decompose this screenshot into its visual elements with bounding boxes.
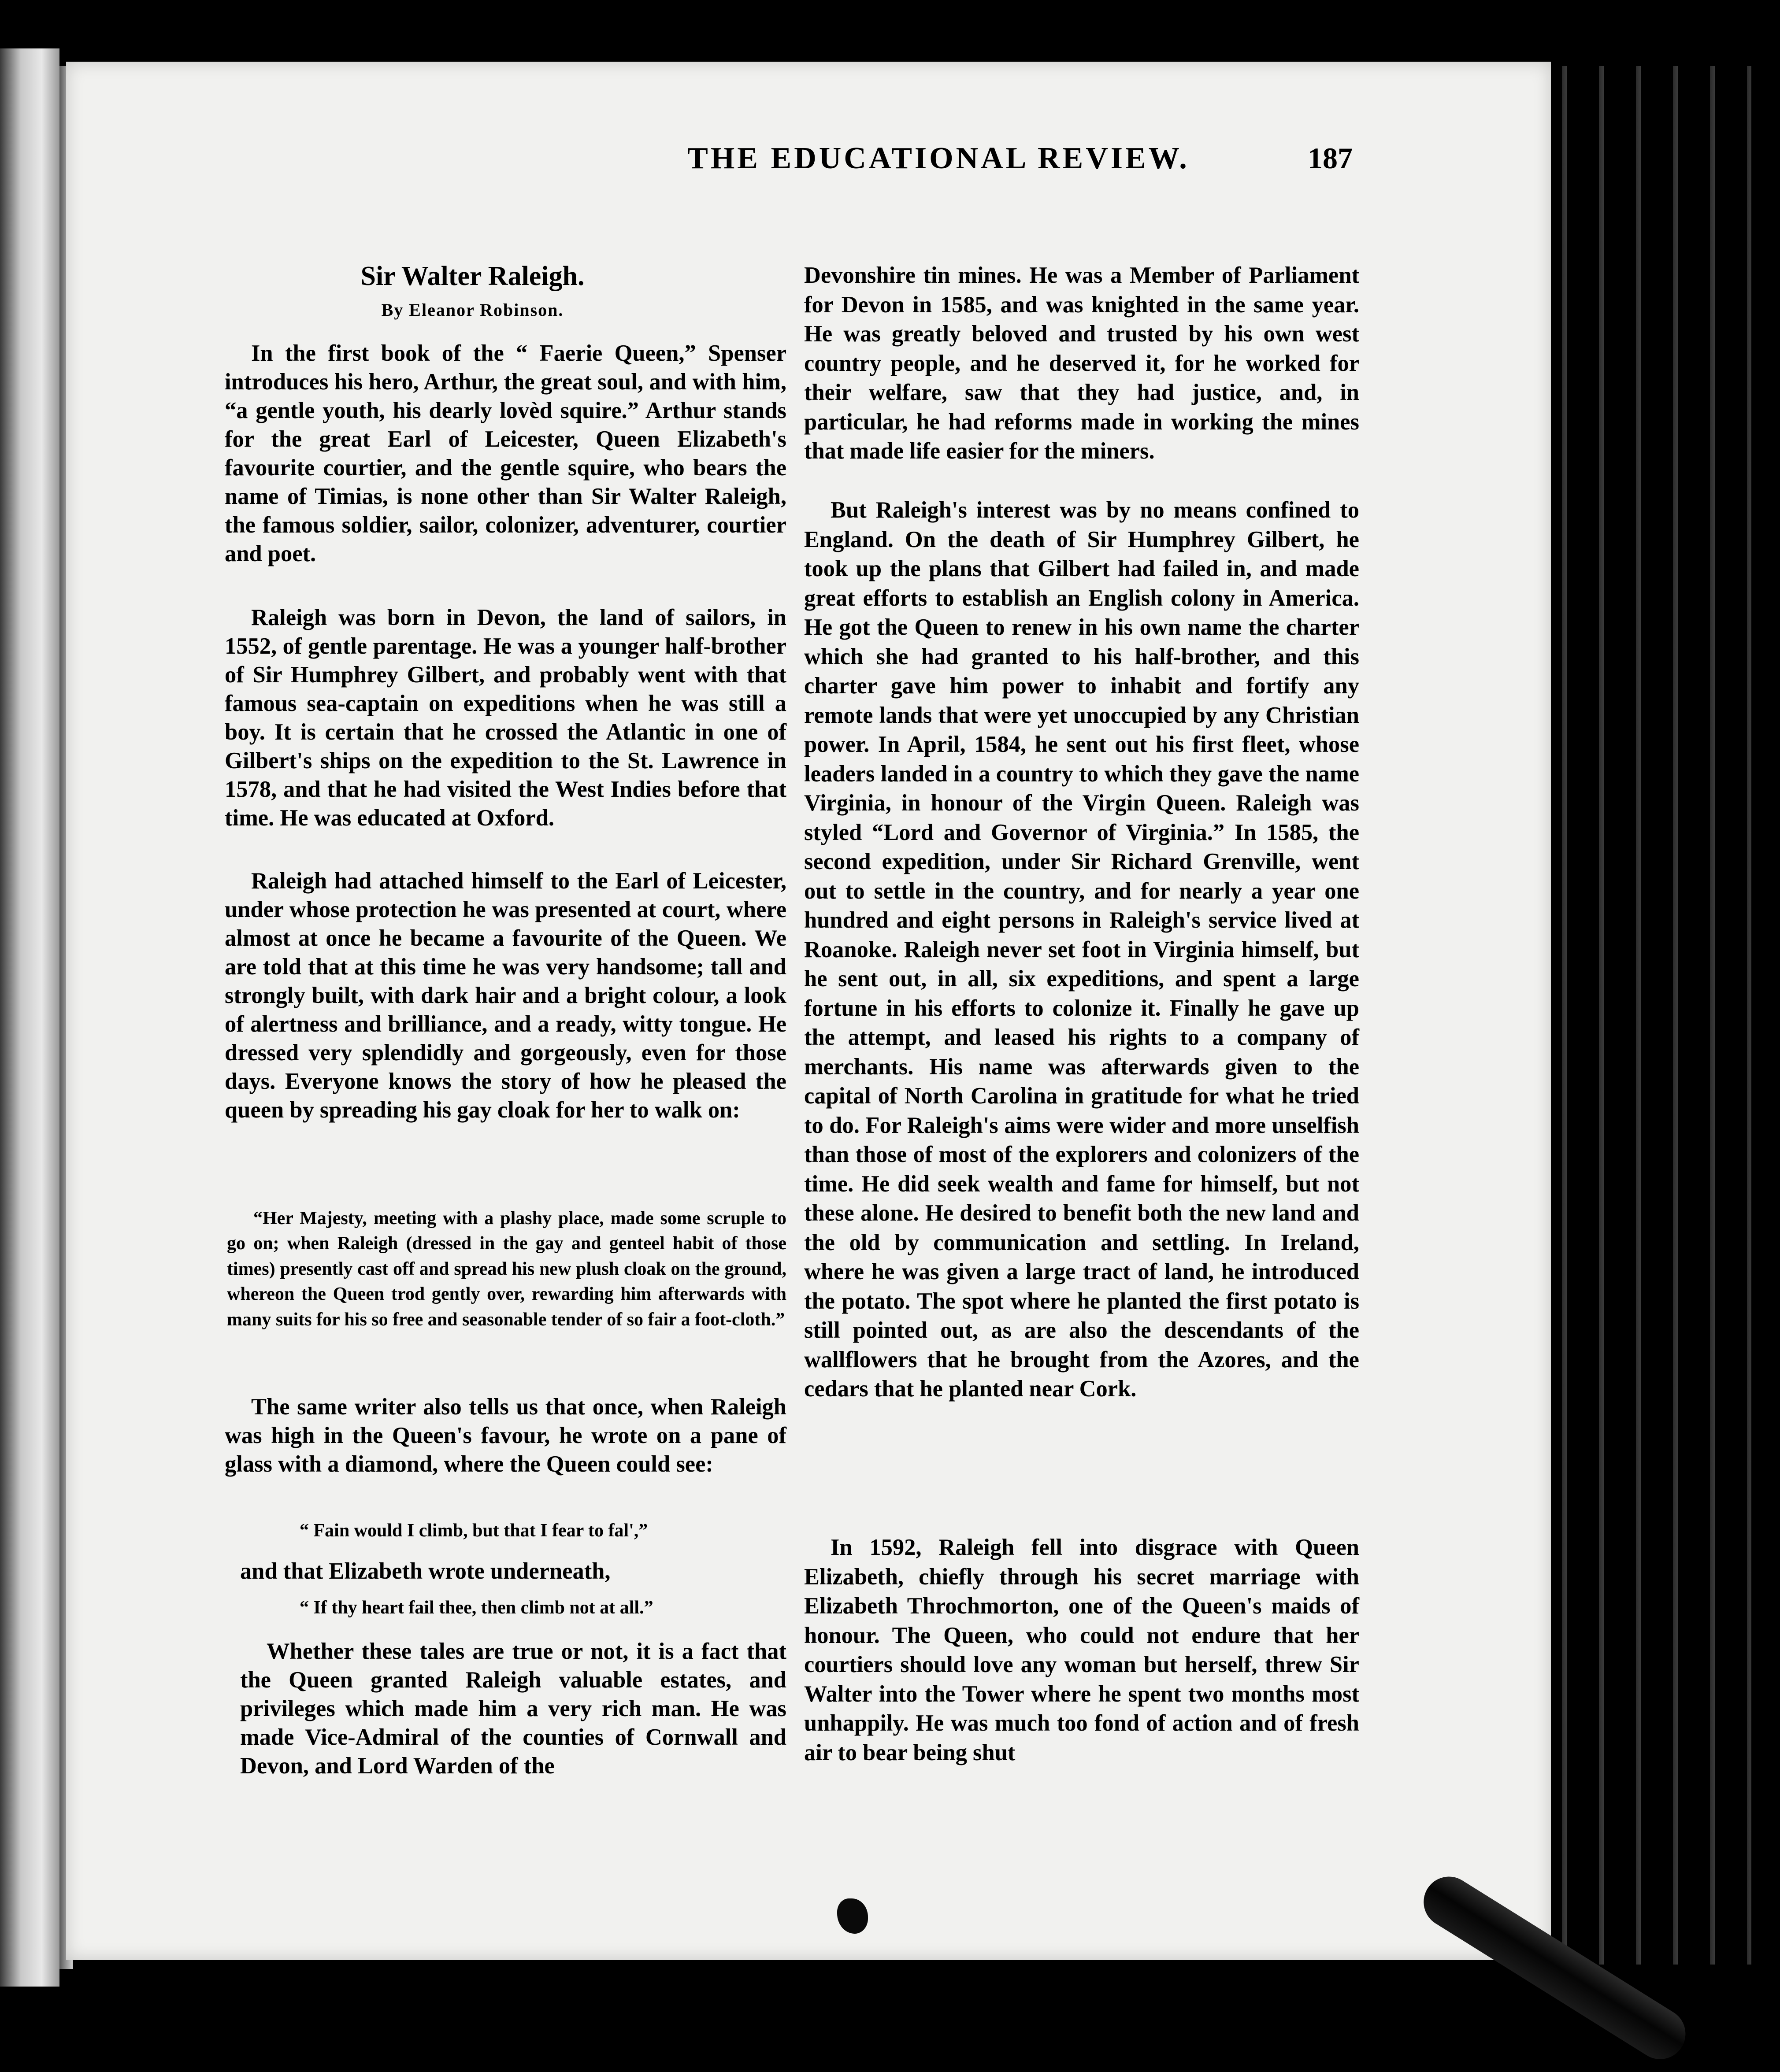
left-paragraph-6 — [240, 1637, 786, 1780]
left-paragraph-4 — [225, 1393, 786, 1479]
paragraph-text: and that Elizabeth wrote underneath, — [240, 1558, 611, 1584]
paragraph-text: The same writer also tells us that once, when Raleigh was high in the Queen's favour, he wrote on a pane of glass with a diamond, where the Queen could see: — [225, 1394, 786, 1477]
paragraph-text: In 1592, Raleigh fell into disgrace with Queen Elizabeth, chiefly through his secret marriage with Elizabeth Throchmorton, one of the Queen's maids of honour. The Queen, who could not endure that her courtiers should love any woman but herself, threw Sir Walter into the Tower where he spent two months most unhappily. He was much too fond of action and of fresh air to bear being shut — [804, 1535, 1359, 1765]
page-number: 187 — [1308, 141, 1353, 175]
right-paragraph-3 — [804, 1533, 1359, 1767]
paragraph-text: In the first book of the “ Faerie Queen,” Spenser introduces his hero, Arthur, the great soul, and with him, “a gentle youth, his dearly lovèd squire.” Arthur stands for the great Earl of Leicester, Queen Elizabeth's favourite courtier, and the gentle squire, who bears the name of Timias, is none other than Sir Walter Raleigh, the famous soldier, sailor, colonizer, adventurer, courtier and poet. — [225, 340, 786, 566]
paragraph-text: Whether these tales are true or not, it is a fact that the Queen granted Raleigh valuable estates, and privileges which made him a very rich man. He was made Vice-Admiral of the counties of Cornwall and Devon, and Lord Warden of the — [240, 1639, 786, 1779]
article-title: Sir Walter Raleigh. — [360, 261, 585, 291]
left-paragraph-2 — [225, 603, 786, 832]
paragraph-text: But Raleigh's interest was by no means confined to England. On the death of Sir Humphrey Gilbert, he took up the plans that Gilbert had failed in, and made great efforts to establish an English colony in America. He got the Queen to renew in his own name the charter which she had granted to his half-brother, and this charter gave him power to inhabit and fortify any remote lands that were yet unoccupied by any Christian power. In April, 1584, he sent out his first fleet, whose leaders landed in a country to which they gave the name Virginia, in honour of the Virgin Queen. Raleigh was styled “Lord and Governor of Virginia.” In 1585, the second expedition, under Sir Richard Grenville, went out to settle in the country, and for nearly a year one hundred and eight persons in Raleigh's service lived at Roanoke. Raleigh never set foot in Virginia himself, but he sent out, in all, six expeditions, and spent a large fortune in his efforts to colonize it. Finally he gave up the attempt, and leased his rights to a company of merchants. His name was afterwards given to the capital of North Carolina in gratitude for what he tried to do. For Raleigh's aims were wider and more unselfish than those of most of the explorers and colonizers of the time. He did seek wealth and fame for himself, but not these alone. He desired to benefit both the new land and the old by communication and settling. In Ireland, where he was given a large tract of land, he introduced the potato. The spot where he planted the first potato is still pointed out, as are also the descendants of the wallflowers that he brought from the Azores, and the cedars that he planted near Cork. — [804, 497, 1359, 1402]
left-paragraph-1 — [225, 339, 786, 568]
paragraph-text: Devonshire tin mines. He was a Member of Parliament for Devon in 1585, and was knighted in the same year. He was greatly beloved and trusted by his own west country people, and he deserved it, for he worked for their welfare, saw that they had justice, and, in particular, he had reforms made in working the mines that made life easier for the miners. — [804, 263, 1359, 464]
quote-text: “Her Majesty, meeting with a plashy place, made some scruple to go on; when Raleigh (dressed in the gay and genteel habit of those times) presently cast off and spread his new plush cloak on the ground, whereon the Queen trod gently over, rewarding him afterwards with many suits for his so free and seasonable tender of so fair a foot-cloth.” — [227, 1208, 786, 1330]
right-paragraph-2 — [804, 496, 1359, 1404]
article-byline: By Eleanor Robinson. — [381, 300, 564, 320]
right-paragraph-1 — [804, 261, 1359, 466]
book-page-edges — [1544, 66, 1751, 1965]
block-quote — [227, 1206, 786, 1332]
verse-line-1: “ Fain would I climb, but that I fear to fal',” — [300, 1521, 648, 1541]
running-head: THE EDUCATIONAL REVIEW. — [687, 141, 1190, 175]
paragraph-text: Raleigh was born in Devon, the land of sailors, in 1552, of gentle parentage. He was a younger half-brother of Sir Humphrey Gilbert, and probably went with that famous sea-captain on expeditions when he was still a boy. It is certain that he crossed the Atlantic in one of Gilbert's ships on the expedition to the St. Lawrence in 1578, and that he had visited the West Indies before that time. He was educated at Oxford. — [225, 605, 786, 831]
paragraph-text: Raleigh had attached himself to the Earl of Leicester, under whose protection he was presented at court, where almost at once he became a favourite of the Queen. We are told that at this time he was very handsome; tall and strongly built, with dark hair and a bright colour, a look of alertness and brilliance, and a ready, witty tongue. He dressed very splendidly and gorgeously, even for those days. Everyone knows the story of how he pleased the queen by spreading his gay cloak for her to walk on: — [225, 868, 786, 1123]
left-page-edge — [0, 48, 59, 1987]
verse-line-2: “ If thy heart fail thee, then climb not at all.” — [300, 1598, 653, 1618]
left-paragraph-5 — [240, 1557, 786, 1586]
left-paragraph-3 — [225, 867, 786, 1125]
